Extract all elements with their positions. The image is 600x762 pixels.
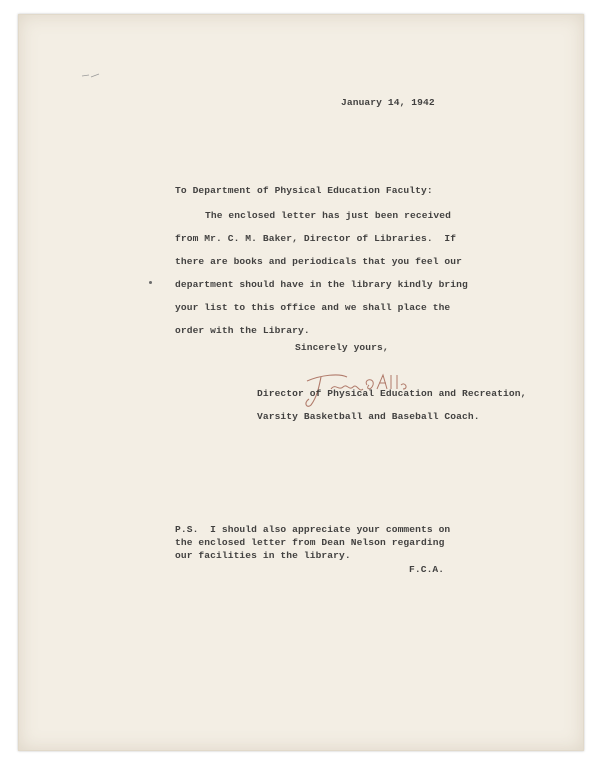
pencil-mark [81, 73, 101, 79]
initials: F.C.A. [409, 564, 445, 575]
ink-speck [149, 281, 152, 284]
signer-title-line: Varsity Basketball and Baseball Coach. [257, 411, 480, 422]
postscript-line: the enclosed letter from Dean Nelson regarding [175, 537, 445, 548]
body-line: there are books and periodicals that you feel our [175, 256, 463, 267]
salutation: To Department of Physical Education Faculty: [175, 185, 433, 196]
body-line: your list to this office and we shall place the [175, 302, 451, 313]
body-line: The enclosed letter has just been received [205, 210, 452, 221]
postscript-line: P.S. I should also appreciate your comments on [175, 524, 451, 535]
closing: Sincerely yours, [295, 342, 389, 353]
letter-date: January 14, 1942 [341, 97, 435, 108]
body-line: from Mr. C. M. Baker, Director of Libraries. If [175, 233, 457, 244]
body-line: order with the Library. [175, 325, 310, 336]
body-line: department should have in the library kindly bring [175, 279, 468, 290]
postscript-line: our facilities in the library. [175, 550, 351, 561]
signer-title-line: Director of Physical Education and Recreation, [257, 388, 527, 399]
letter-paper [18, 14, 584, 751]
